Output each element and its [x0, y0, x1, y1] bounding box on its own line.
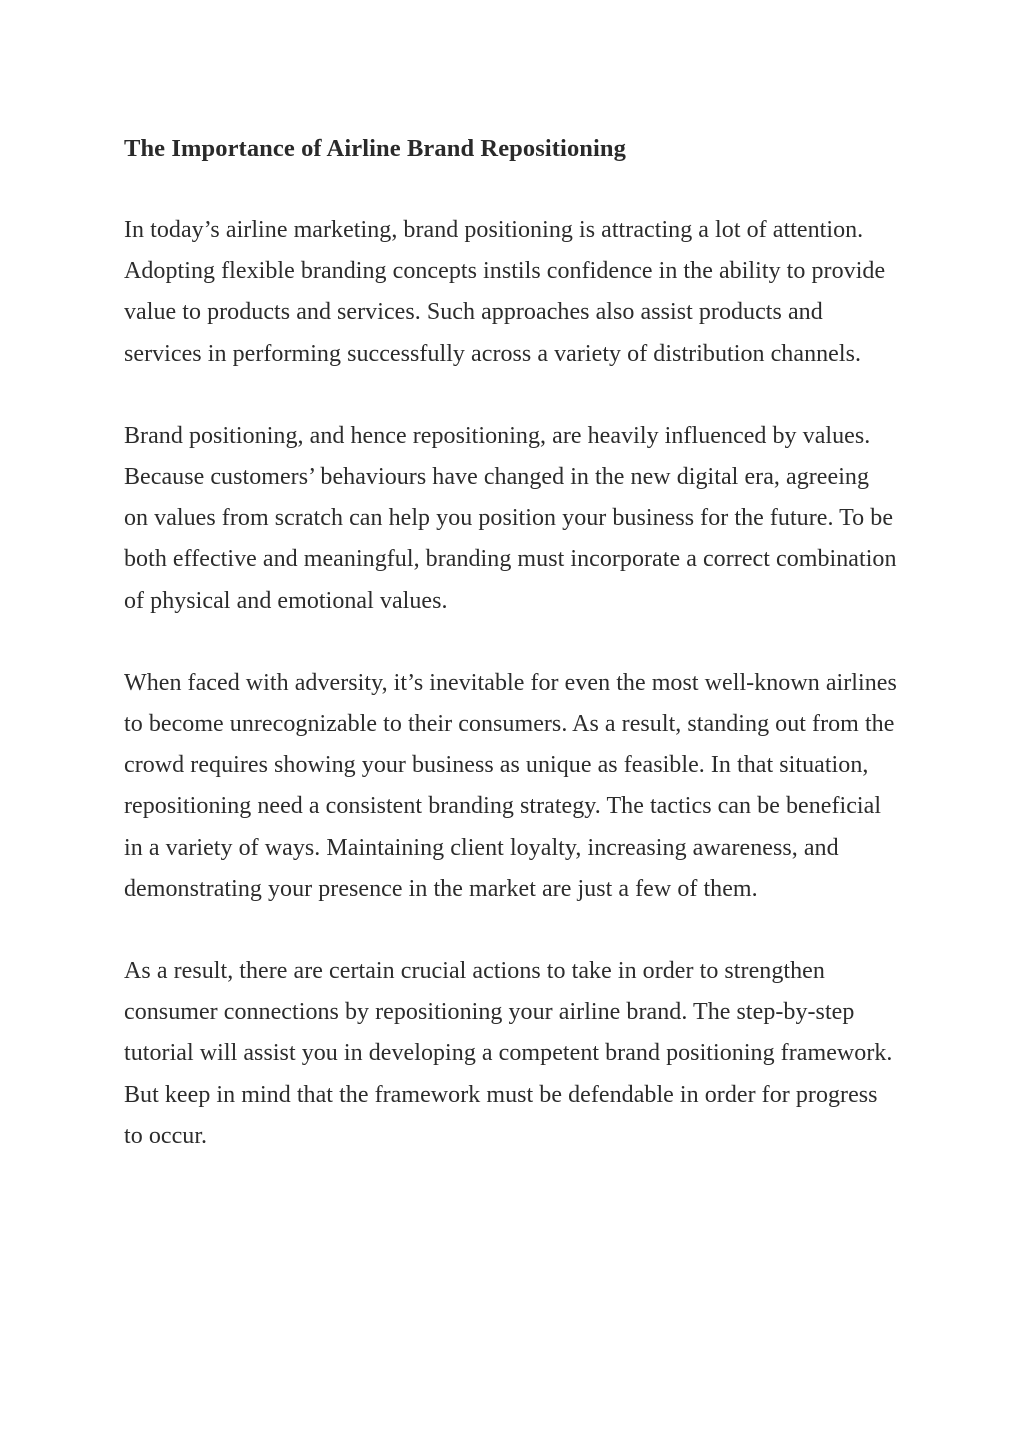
- article-paragraph: As a result, there are certain crucial actions to take in order to strengthen consumer connections by repositioning your airline brand. The step-by-step tutorial will assist you in developing a competent brand positioning framework. But keep in mind that the framework must be defendable in order for progress to occur.: [124, 958, 893, 1149]
- article-title: The Importance of Airline Brand Repositioning: [124, 135, 627, 162]
- article-paragraph: Brand positioning, and hence repositioning, are heavily influenced by values. Because customers’ behaviours have changed in the new digital era, agreeing on values from scratch can help you position your business for the future. To be both effective and meaningful, branding must incorporate a correct combination of physical and emotional values.: [124, 422, 897, 614]
- article-body: [124, 128, 899, 1157]
- article-paragraph: In today’s airline marketing, brand positioning is attracting a lot of attention. Adopting flexible branding concepts instils confidence in the ability to provide value to products and services. Such approaches also assist products and services in performing successfully across a variety of distribution channels.: [124, 217, 886, 367]
- article-paragraph: When faced with adversity, it’s inevitable for even the most well-known airlines to become unrecognizable to their consumers. As a result, standing out from the crowd requires showing your business as unique as feasible. In that situation, repositioning need a consistent branding strategy. The tactics can be beneficial in a variety of ways. Maintaining client loyalty, increasing awareness, and demonstrating your presence in the market are just a few of them.: [124, 669, 897, 902]
